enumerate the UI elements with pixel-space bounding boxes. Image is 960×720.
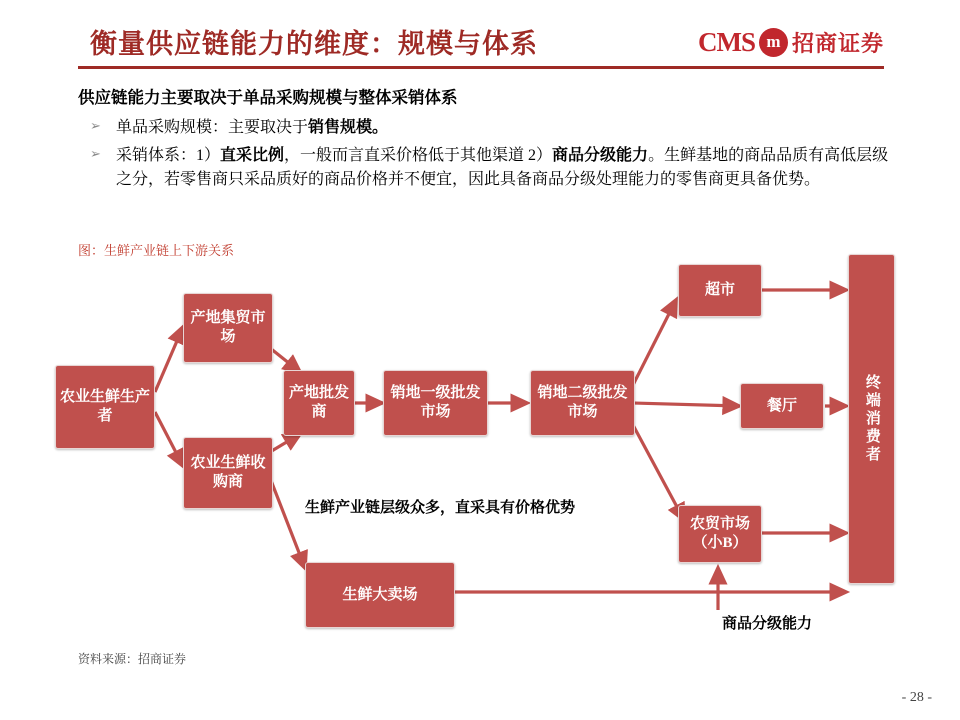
bullet-2-seg-4: 。生鲜基地的商品品质有高低层级之分，若零售商只采品质好的商品价格并不便宜，因此具备商品分级处理能力的零售商更具备优势。 — [116, 147, 889, 189]
node-label: 生鲜大卖场 — [342, 586, 418, 603]
node-label: 终端消费者 — [863, 374, 880, 464]
node-supermarket — [678, 264, 762, 317]
node-end-consumer — [848, 254, 895, 584]
node-producer — [55, 365, 155, 449]
node-buyer — [183, 437, 273, 509]
note-chain-layers: 生鲜产业链层级众多，直采具有价格优势 — [305, 500, 576, 516]
bullet-1-seg-0: 单品采购规模：主要取决于 — [116, 118, 309, 136]
source-note: 资料来源：招商证券 — [78, 652, 187, 666]
node-sales-first-market — [383, 370, 488, 436]
node-local-market — [183, 293, 273, 363]
node-hypermarket — [305, 562, 455, 628]
node-label: 销地一级批发市场 — [390, 385, 481, 420]
bullet-marker-icon: ➢ — [90, 117, 101, 133]
node-label: 销地二级批发市场 — [537, 385, 628, 420]
node-origin-wholesaler — [283, 370, 355, 436]
node-label: 农贸市场（小B） — [689, 516, 750, 551]
lead-paragraph: 供应链能力主要取决于单品采购规模与整体采销体系 — [78, 88, 458, 107]
node-label: 农业生鲜收购商 — [190, 455, 266, 490]
node-label: 产地批发商 — [288, 385, 349, 420]
node-restaurant — [740, 383, 824, 429]
node-label: 农业生鲜生产者 — [59, 389, 150, 424]
figure-caption: 图：生鲜产业链上下游关系 — [78, 243, 235, 258]
node-label: 餐厅 — [766, 397, 797, 414]
bullet-2-seg-0: 采销体系：1） — [116, 147, 221, 165]
page-title: 衡量供应链能力的维度：规模与体系 — [90, 29, 538, 59]
logo-company-name: 招商证券 — [791, 30, 884, 56]
node-sales-second-market — [530, 370, 635, 436]
page-number: - 28 - — [901, 690, 932, 705]
bullet-marker-icon: ➢ — [90, 146, 101, 162]
bullet-2-seg-2: ，一般而言直采价格低于其他渠道 2） — [284, 147, 553, 165]
bullet-1-seg-1: 销售规模。 — [308, 118, 389, 136]
logo-cms-text: CMS — [697, 26, 755, 57]
bullet-2-seg-3: 商品分级能力 — [552, 147, 649, 165]
bullet-2-seg-1: 直采比例 — [220, 147, 285, 165]
node-farmers-market — [678, 505, 762, 563]
logo-circle-icon: m — [759, 28, 788, 57]
node-label: 超市 — [704, 282, 735, 299]
node-label: 产地集贸市场 — [190, 310, 266, 345]
note-grading-capability: 商品分级能力 — [722, 616, 813, 632]
